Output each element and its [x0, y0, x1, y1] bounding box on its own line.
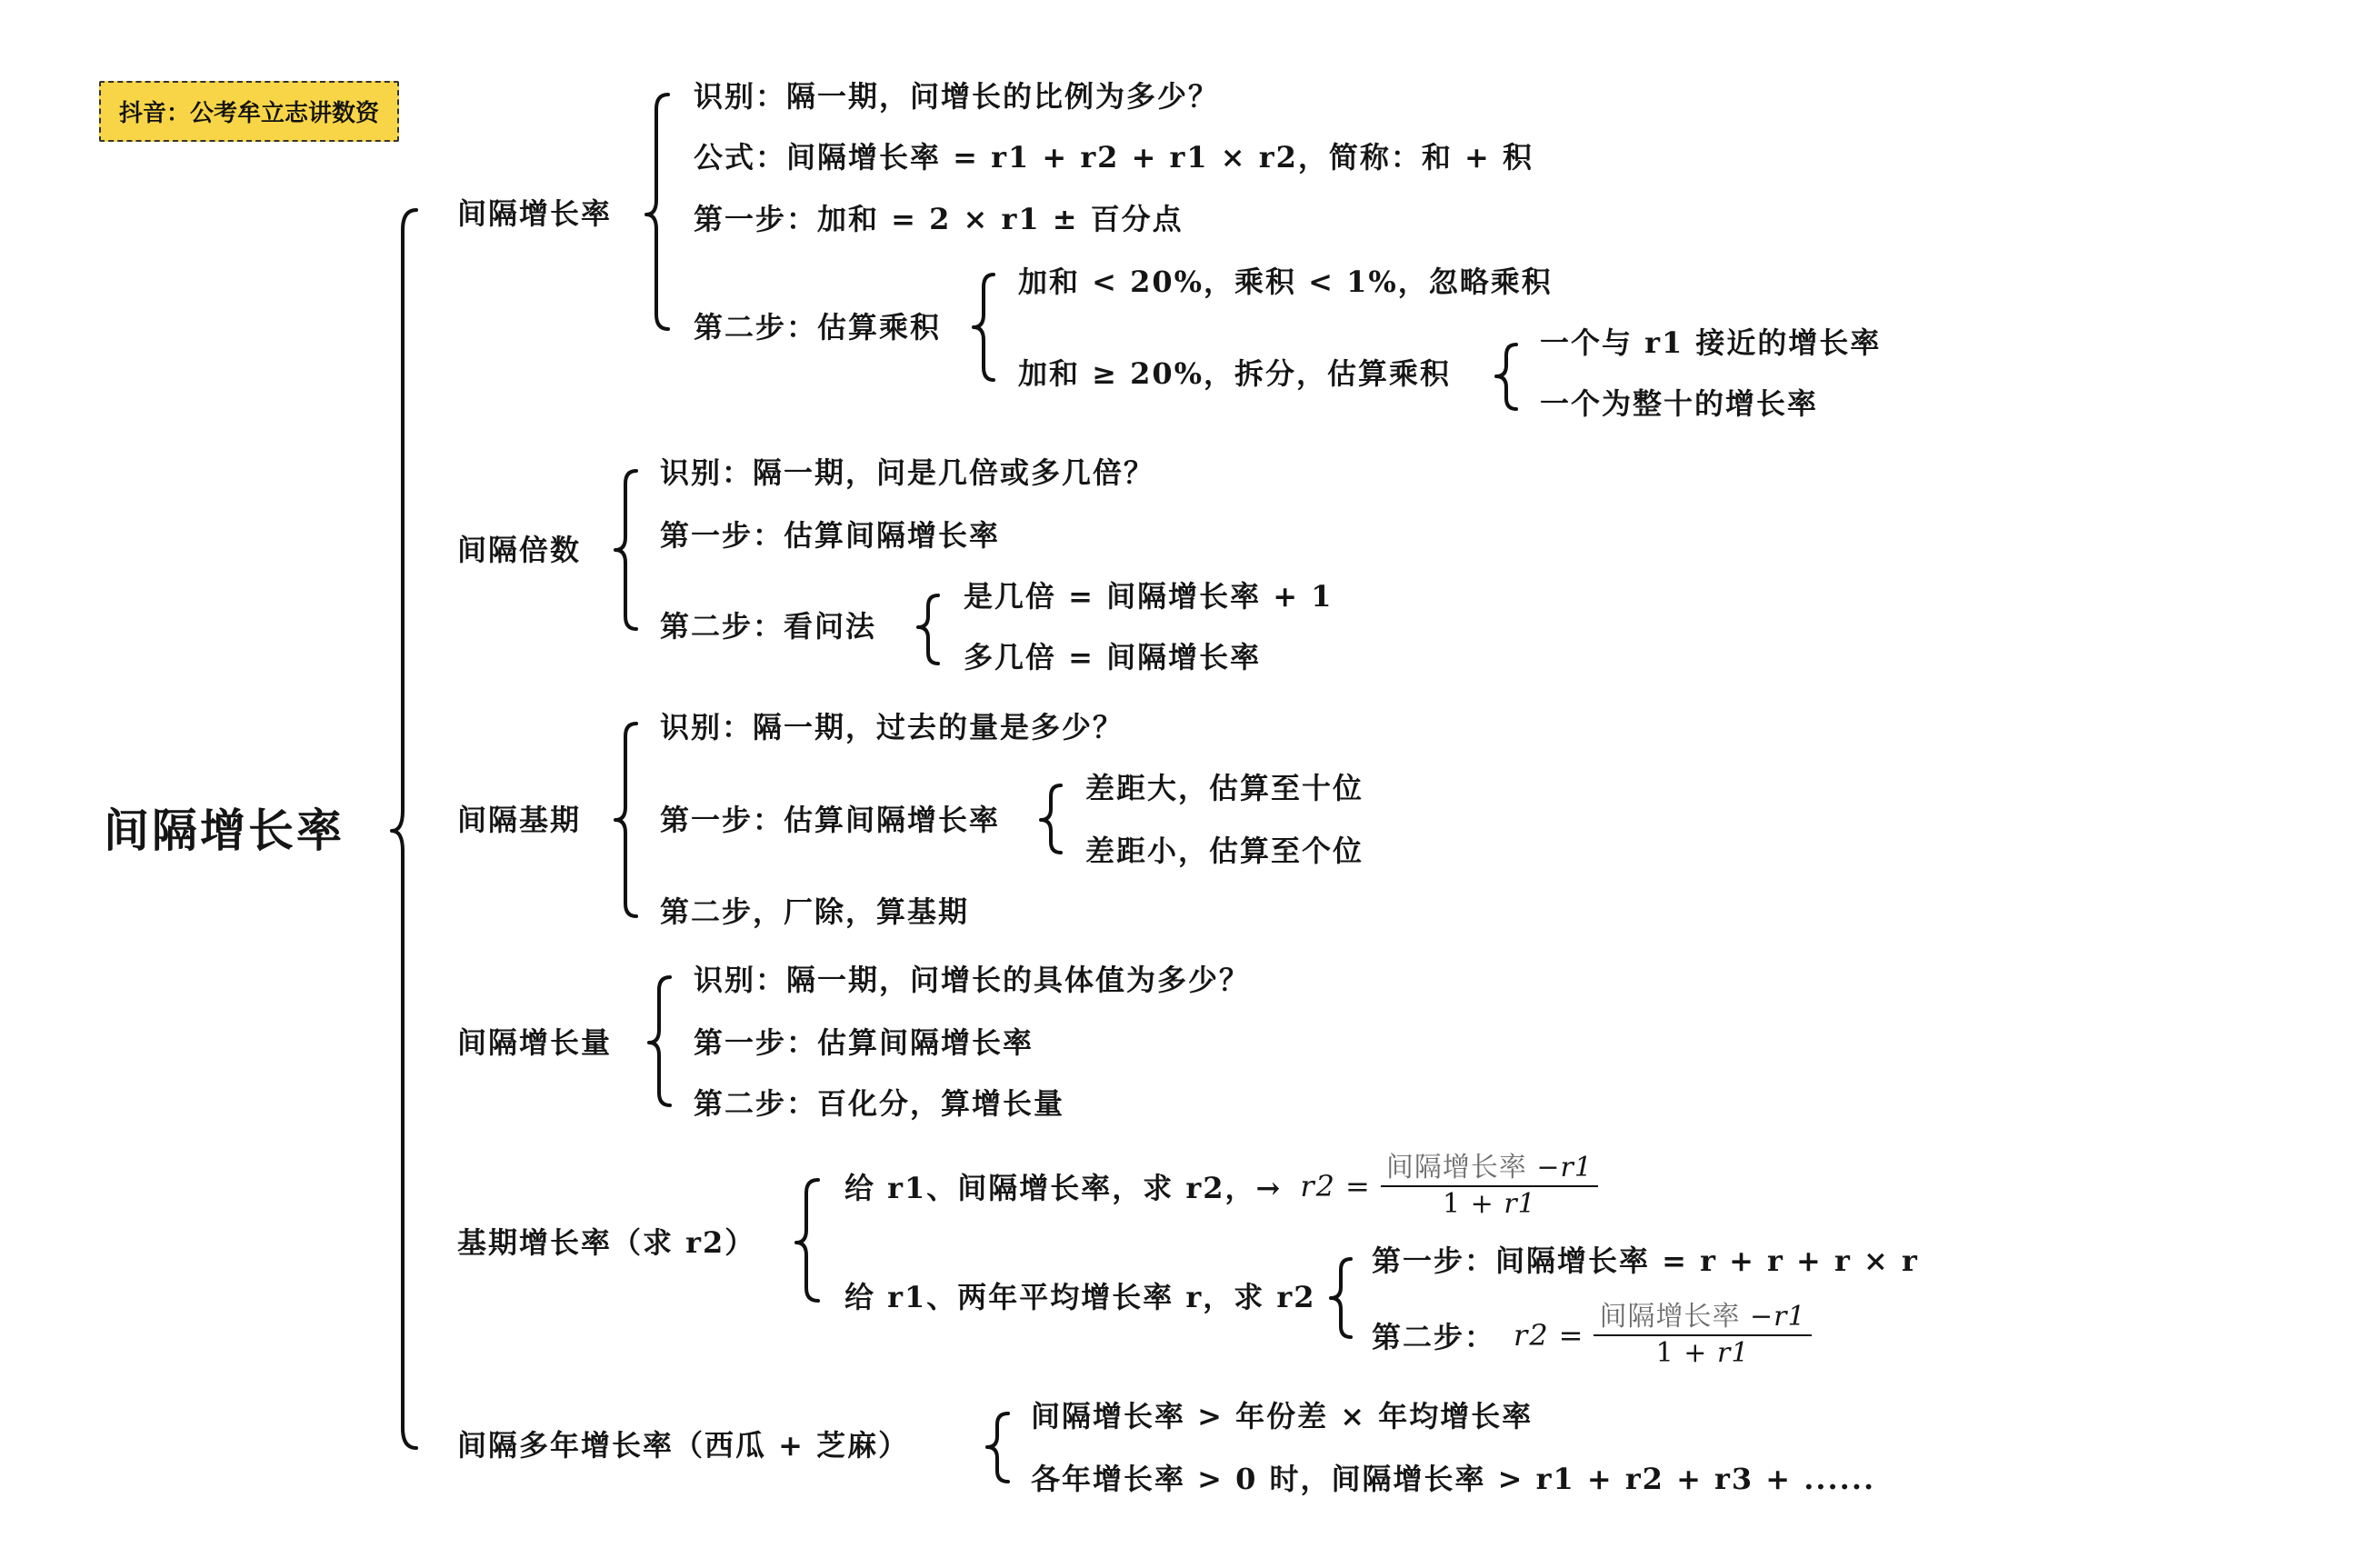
numerator-minus: −: [1536, 1152, 1561, 1183]
times-item: 是几倍 = 间隔增长率 + 1: [964, 579, 1334, 614]
formula-equals: =: [1345, 1169, 1372, 1203]
denominator-const: 1: [1443, 1188, 1462, 1220]
growth-identify-item: 识别：隔一期，问增长的比例为多少？: [694, 79, 1220, 114]
topic-multi-year-growth-rate: 间隔多年增长率（西瓜 + 芝麻）: [457, 1428, 910, 1463]
growth-step-one-item: 第一步：加和 = 2 × r1 ± 百分点: [694, 202, 1184, 236]
increment-identify-item: 识别：隔一期，问增长的具体值为多少？: [694, 963, 1251, 997]
split-round-ten-item: 一个为整十的增长率: [1540, 386, 1819, 421]
sum-above-20-item: 加和 ≥ 20%，拆分，估算乘积: [1018, 356, 1452, 391]
denominator-var: r1: [1716, 1337, 1750, 1369]
given-interval-rate-row: [844, 1145, 1598, 1227]
base-growth-brace: [796, 1180, 818, 1301]
r2-formula: [1300, 1151, 1598, 1222]
given-average-rate-item: 给 r1、两年平均增长率 r，求 r2: [844, 1280, 1316, 1314]
split-near-r1-item: 一个与 r1 接近的增长率: [1540, 325, 1882, 360]
numerator-var: r1: [1774, 1301, 1806, 1333]
gap-large-item: 差距大，估算至十位: [1085, 771, 1364, 805]
formula-equals: =: [1558, 1318, 1585, 1353]
denominator-plus: +: [1470, 1188, 1494, 1220]
topic-base-period-growth-rate: 基期增长率（求 r2）: [457, 1225, 756, 1260]
badge-text: 抖音：公考牟立志讲数资: [118, 100, 379, 127]
fraction: [1594, 1300, 1811, 1371]
fraction-numerator: [1594, 1300, 1811, 1334]
growth-step-two-item: 第二步：估算乘积: [694, 310, 942, 345]
numerator-var: r1: [1560, 1152, 1593, 1183]
given-interval-rate-text: 给 r1、间隔增长率，求 r2，→: [844, 1171, 1283, 1205]
growth-formula-item: 公式：间隔增长率 = r1 + r2 + r1 × r2，简称：和 + 积: [694, 140, 1534, 175]
multiple-step-one-item: 第一步：估算间隔增长率: [660, 518, 1001, 553]
average-step-two-row: [1372, 1294, 1812, 1376]
average-step-two-text: 第二步：: [1372, 1320, 1496, 1354]
multi-year-rule-item: 间隔增长率 > 年份差 × 年均增长率: [1031, 1399, 1534, 1433]
root-brace: [392, 210, 416, 1448]
fraction-denominator: [1651, 1336, 1755, 1371]
numerator-term: 间隔增长率: [1385, 1152, 1527, 1183]
base-step-two-item: 第二步，厂除，算基期: [660, 894, 970, 929]
interval-base-brace: [615, 724, 636, 916]
two-year-average-brace: [1331, 1259, 1351, 1337]
multiple-step-two-item: 第二步：看问法: [660, 609, 877, 644]
formula-lhs: r2: [1300, 1169, 1337, 1203]
sum-below-20-item: 加和 < 20%，乘积 < 1%，忽略乘积: [1018, 265, 1553, 299]
numerator-term: 间隔增长率: [1599, 1301, 1741, 1333]
denominator-var: r1: [1504, 1188, 1536, 1220]
gap-small-item: 差距小，估算至个位: [1085, 834, 1364, 868]
times-more-item: 多几倍 = 间隔增长率: [964, 640, 1262, 674]
increment-step-one-item: 第一步：估算间隔增长率: [694, 1025, 1034, 1060]
increment-step-two-item: 第二步：百化分，算增长量: [694, 1086, 1065, 1121]
r2-formula: [1514, 1300, 1812, 1371]
interval-multiple-brace: [615, 471, 636, 629]
interval-growth-brace: [646, 95, 668, 329]
split-brace: [1496, 345, 1516, 409]
denominator-plus: +: [1684, 1337, 1708, 1369]
numerator-minus: −: [1750, 1301, 1774, 1333]
root-title: 间隔增长率: [104, 804, 345, 857]
topic-interval-base-period: 间隔基期: [457, 803, 582, 837]
estimate-precision-brace: [1041, 785, 1061, 853]
denominator-const: 1: [1655, 1337, 1674, 1369]
formula-lhs: r2: [1514, 1318, 1550, 1353]
base-step-one-item: 第一步：估算间隔增长率: [660, 803, 1001, 837]
multiple-identify-item: 识别：隔一期，问是几倍或多几倍？: [660, 455, 1155, 490]
average-step-one-item: 第一步：间隔增长率 = r + r + r × r: [1372, 1243, 1919, 1278]
ask-method-brace: [918, 595, 938, 664]
interval-increment-brace: [649, 977, 670, 1105]
estimate-product-brace: [974, 275, 994, 380]
topic-interval-multiple: 间隔倍数: [457, 533, 582, 567]
fraction-denominator: [1437, 1187, 1542, 1222]
topic-interval-growth-rate: 间隔增长率: [457, 196, 613, 231]
multi-year-positive-item: 各年增长率 > 0 时，间隔增长率 > r1 + r2 + r3 + ......: [1031, 1462, 1876, 1496]
topic-interval-increment: 间隔增长量: [457, 1025, 613, 1060]
fraction: [1381, 1151, 1598, 1222]
source-badge: [99, 81, 399, 142]
multi-year-brace: [987, 1413, 1008, 1482]
fraction-numerator: [1381, 1151, 1598, 1185]
base-identify-item: 识别：隔一期，过去的量是多少？: [660, 710, 1124, 744]
